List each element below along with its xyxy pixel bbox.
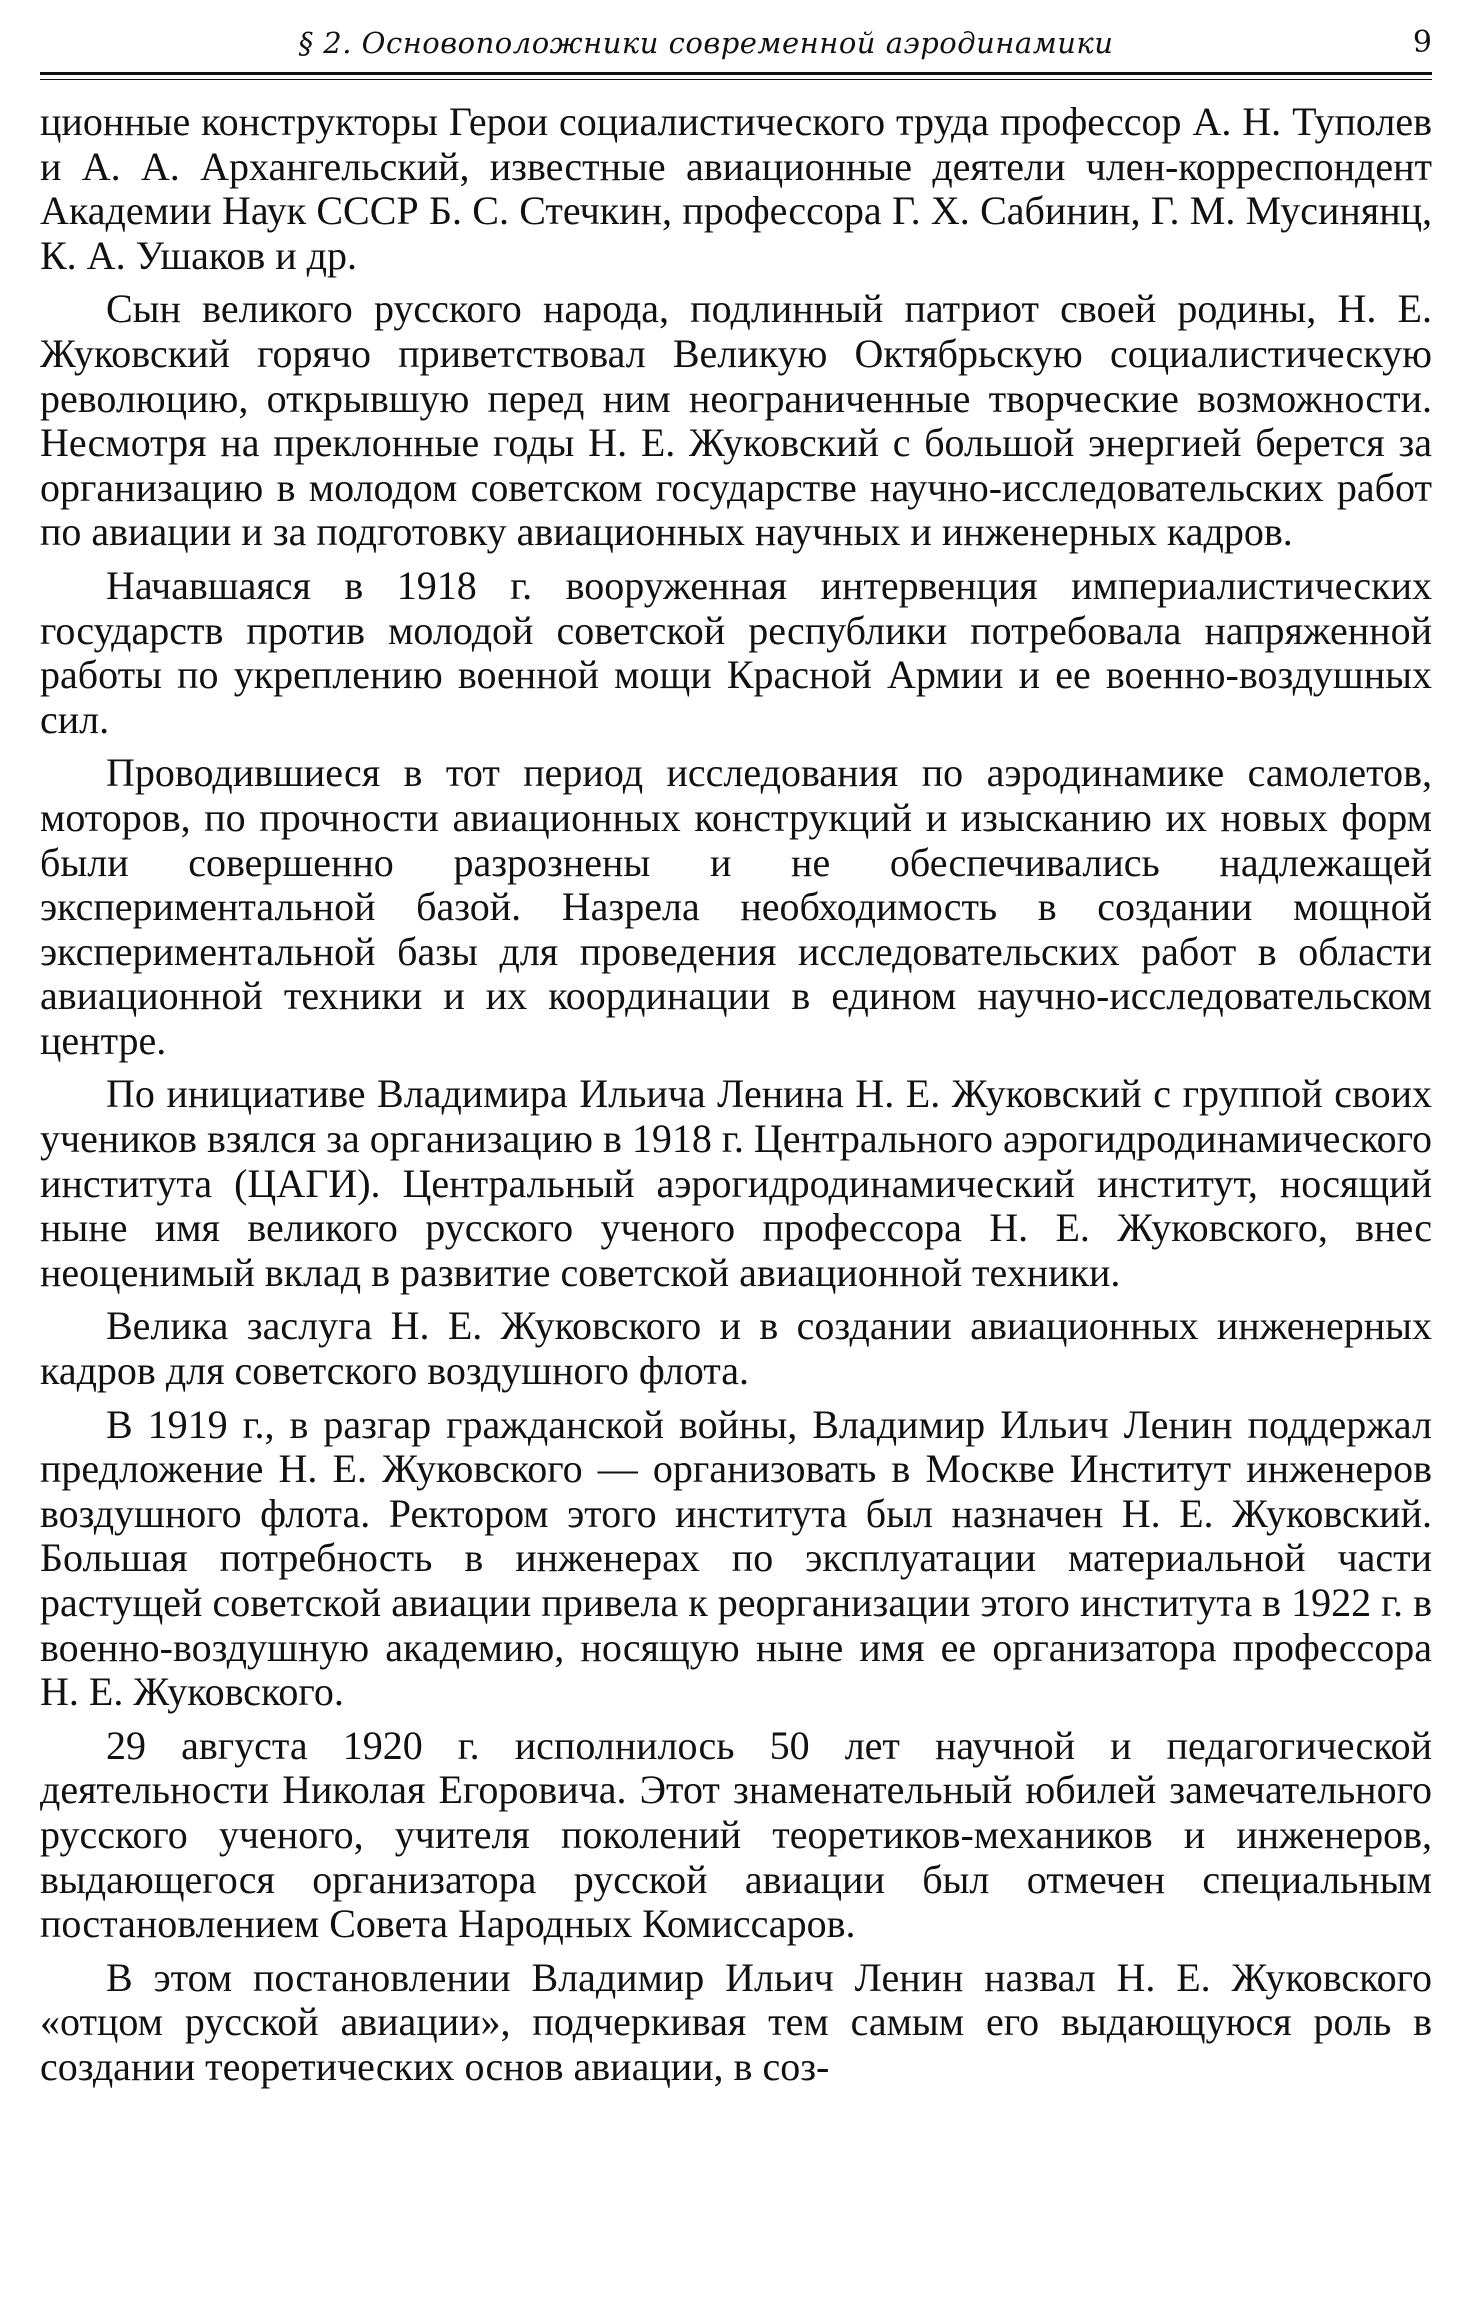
book-page [40, 20, 1432, 2290]
paragraph: Проводившиеся в тот период исследования по аэродинамике самолетов, моторов, по прочности авиационных конструкций и изысканию их новых форм были совершенно разрознены и не обеспечивались надлежащей экспериментальной базой. Назрела необходимость в создании мощной экспериментальной базы для проведения исследовательских работ в области авиационной техники и их координации в едином научно-исследовательском центре. [40, 750, 1432, 1063]
paragraph: Сын великого русского народа, подлинный патриот своей родины, Н. Е. Жуковский горячо приветствовал Великую Октябрьскую социалистическую революцию, открывшую перед ним неограниченные творческие возможности. Несмотря на преклонные годы Н. Е. Жуковский с большой энергией берется за организацию в молодом советском государстве научно-исследовательских работ по авиации и за подготовку авиационных научных и инженерных кадров. [40, 286, 1432, 555]
paragraph: В этом постановлении Владимир Ильич Ленин назвал Н. Е. Жуковского «отцом русской авиации», подчеркивая тем самым его выдающуюся роль в создании теоретических основ авиации, в соз- [40, 1954, 1432, 2089]
header-rule-thick [40, 72, 1432, 75]
paragraph: ционные конструкторы Герои социалистического труда профессор А. Н. Туполев и А. А. Архангельский, известные авиационные деятели член-корреспондент Академии Наук СССР Б. С. Стечкин, профессора Г. Х. Сабинин, Г. М. Мусинянц, К. А. Ушаков и др. [40, 99, 1432, 278]
page-number: 9 [1412, 25, 1432, 60]
paragraph: 29 августа 1920 г. исполнилось 50 лет научной и педагогической деятельности Николая Егоровича. Этот знаменательный юбилей замечательного русского ученого, учителя поколений теоретиков-механиков и инженеров, выдающегося организатора русской авиации был отмечен специальным постановлением Совета Народных Комиссаров. [40, 1722, 1432, 1947]
running-header [40, 20, 1432, 66]
paragraph: Начавшаяся в 1918 г. вооруженная интервенция империалистических государств против молодой советской республики потребовала напряженной работы по укреплению военной мощи Красной Армии и ее военно-воздушных сил. [40, 562, 1432, 742]
paragraph: В 1919 г., в разгар гражданской войны, Владимир Ильич Ленин поддержал предложение Н. Е. Жуковского — организовать в Москве Институт инженеров воздушного флота. Ректором этого института был назначен Н. Е. Жуковский. Большая потребность в инженерах по эксплуатации материальной части растущей советской авиации привела к реорганизации этого института в 1922 г. в военно-воздушную академию, носящую ныне имя ее организатора профессора Н. Е. Жуковского. [40, 1401, 1432, 1715]
paragraph: По инициативе Владимира Ильича Ленина Н. Е. Жуковский с группой своих учеников взялся за организацию в 1918 г. Центрального аэрогидродинамического института (ЦАГИ). Центральный аэрогидродинамический институт, носящий ныне имя великого русского ученого профессора Н. Е. Жуковского, внес неоценимый вклад в развитие советской авиационной техники. [40, 1071, 1432, 1295]
header-rule-thin [40, 79, 1432, 80]
body-text [40, 100, 1432, 2090]
running-title: § 2. Основоположники современной аэродинамики [298, 26, 1114, 60]
paragraph: Велика заслуга Н. Е. Жуковского и в создании авиационных инженерных кадров для советского воздушного флота. [40, 1303, 1432, 1394]
